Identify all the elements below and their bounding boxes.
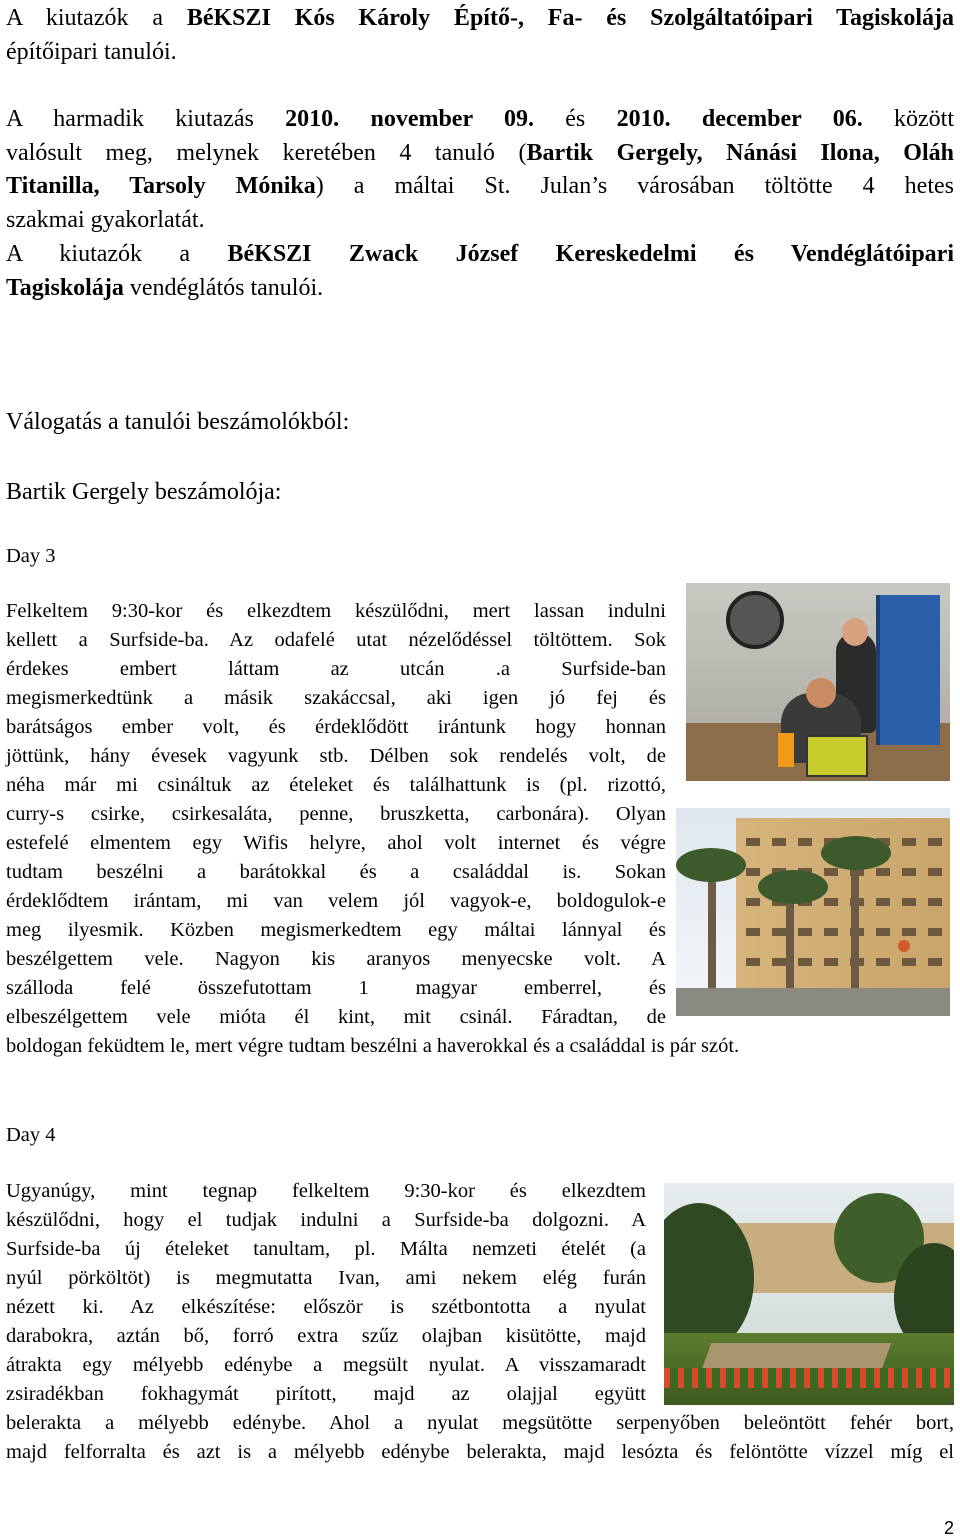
day3-line: érdekes embert láttam az utcán .a Surfside-ban	[6, 658, 666, 680]
day3-line: estefelé elmentem egy Wifis helyre, ahol volt internet és végre	[6, 832, 666, 854]
day3-line: jöttünk, hány évesek vagyunk stb. Délben sok rendelés volt, de	[6, 745, 666, 767]
intro-p2-line-3: Titanilla, Tarsoly Mónika) a máltai St. Julan’s városában töltötte 4 hetes	[6, 173, 954, 199]
intro-p2-line-2: valósult meg, melynek keretében 4 tanuló (Bartik Gergely, Nánási Ilona, Oláh	[6, 139, 954, 166]
day4-heading: Day 4	[6, 1124, 56, 1146]
day4-line: átrakta egy mélyebb edénybe a megsült nyulat. A visszamaradt	[6, 1354, 646, 1376]
day4-line: belerakta a mélyebb edénybe. Ahol a nyulat megsütötte serpenyőben beleöntött fehér bort,	[6, 1412, 954, 1434]
day3-line: érdeklődtem irántam, mi van velem jól vagyok-e, boldogulok-e	[6, 890, 666, 912]
intro-paragraph-1	[6, 2, 954, 69]
day3-line: meg ilyesmik. Közben megismerkedtem egy máltai lánnyal és	[6, 919, 666, 941]
day3-line: megismerkedtünk a másik szakáccsal, aki igen jó fej és	[6, 687, 666, 709]
intro-p1-line-2: építőipari tanulói.	[6, 38, 177, 65]
day3-line: barátságos ember volt, és érdeklődött irántunk hogy honnan	[6, 716, 666, 738]
day4-line: nyúl pörköltöt) is megmutatta Ivan, ami nekem elég furán	[6, 1267, 646, 1289]
intro-p3-line-2: Tagiskolája vendéglátós tanulói.	[6, 274, 324, 301]
intro-p1-line-1: A kiutazók a BéKSZI Kós Károly Építő-, Fa- és Szolgáltatóipari Tagiskolája	[6, 5, 954, 31]
day4-line: készülődni, hogy el tudjak indulni a Surfside-ba dolgozni. A	[6, 1209, 646, 1231]
day3-line: Felkeltem 9:30-kor és elkezdtem készülődni, mert lassan indulni	[6, 600, 666, 622]
day3-last-line: boldogan feküdtem le, mert végre tudtam beszélni a haverokkal és a családdal is pár szót.	[6, 1035, 740, 1057]
day4-body	[6, 1177, 646, 1409]
day3-line: kellett a Surfside-ba. Az odafelé utat nézelődéssel töltöttem. Sok	[6, 629, 666, 651]
day4-line: Ugyanúgy, mint tegnap felkeltem 9:30-kor és elkezdtem	[6, 1180, 646, 1202]
report-title: Bartik Gergely beszámolója:	[6, 479, 282, 505]
day4-line: nézett ki. Az elkészítése: először is szétbontotta a nyulat	[6, 1296, 646, 1318]
photo-room-with-fan	[686, 583, 950, 781]
day3-line: szálloda felé összefutottam 1 magyar emberrel, és	[6, 977, 666, 999]
day4-body-full	[6, 1409, 954, 1467]
day3-body	[6, 597, 666, 1032]
day3-heading: Day 3	[6, 545, 56, 567]
photo-garden-palms	[664, 1183, 954, 1405]
day3-line: tudtam beszélni a barátokkal és a családdal is. Sokan	[6, 861, 666, 883]
day4-line: darabokra, aztán bő, forró extra szűz olajban kisütötte, majd	[6, 1325, 646, 1347]
section-title: Válogatás a tanulói beszámolókból:	[6, 409, 350, 435]
day4-line: majd felforralta és azt is a mélyebb edénybe belerakta, majd lesózta és felöntötte vízzel míg el	[6, 1441, 954, 1463]
intro-paragraph-3	[6, 238, 954, 305]
intro-p2-line-4: szakmai gyakorlatát.	[6, 206, 205, 233]
intro-p2-line-1: A harmadik kiutazás 2010. november 09. és 2010. december 06. között	[6, 106, 954, 132]
photo-hotel-building	[676, 808, 950, 1016]
day3-line: elbeszélgettem vele mióta él kint, mit csinál. Fáradtan, de	[6, 1006, 666, 1028]
page-number: 2	[943, 1518, 954, 1538]
day4-line: zsiradékban fokhagymát pirított, majd az olajjal együtt	[6, 1383, 646, 1405]
day4-line: Surfside-ba új ételeket tanultam, pl. Málta nemzeti ételét (a	[6, 1238, 646, 1260]
intro-paragraph-2	[6, 103, 954, 237]
day3-line: beszélgettem vele. Nagyon kis aranyos menyecske volt. A	[6, 948, 666, 970]
day3-line: curry-s csirke, csirkesaláta, penne, bruszketta, carbonára). Olyan	[6, 803, 666, 825]
intro-p3-line-1: A kiutazók a BéKSZI Zwack József Kereskedelmi és Vendéglátóipari	[6, 241, 954, 267]
day3-line: néha már mi csináltuk az ételeket és találhattunk is (pl. rizottó,	[6, 774, 666, 796]
